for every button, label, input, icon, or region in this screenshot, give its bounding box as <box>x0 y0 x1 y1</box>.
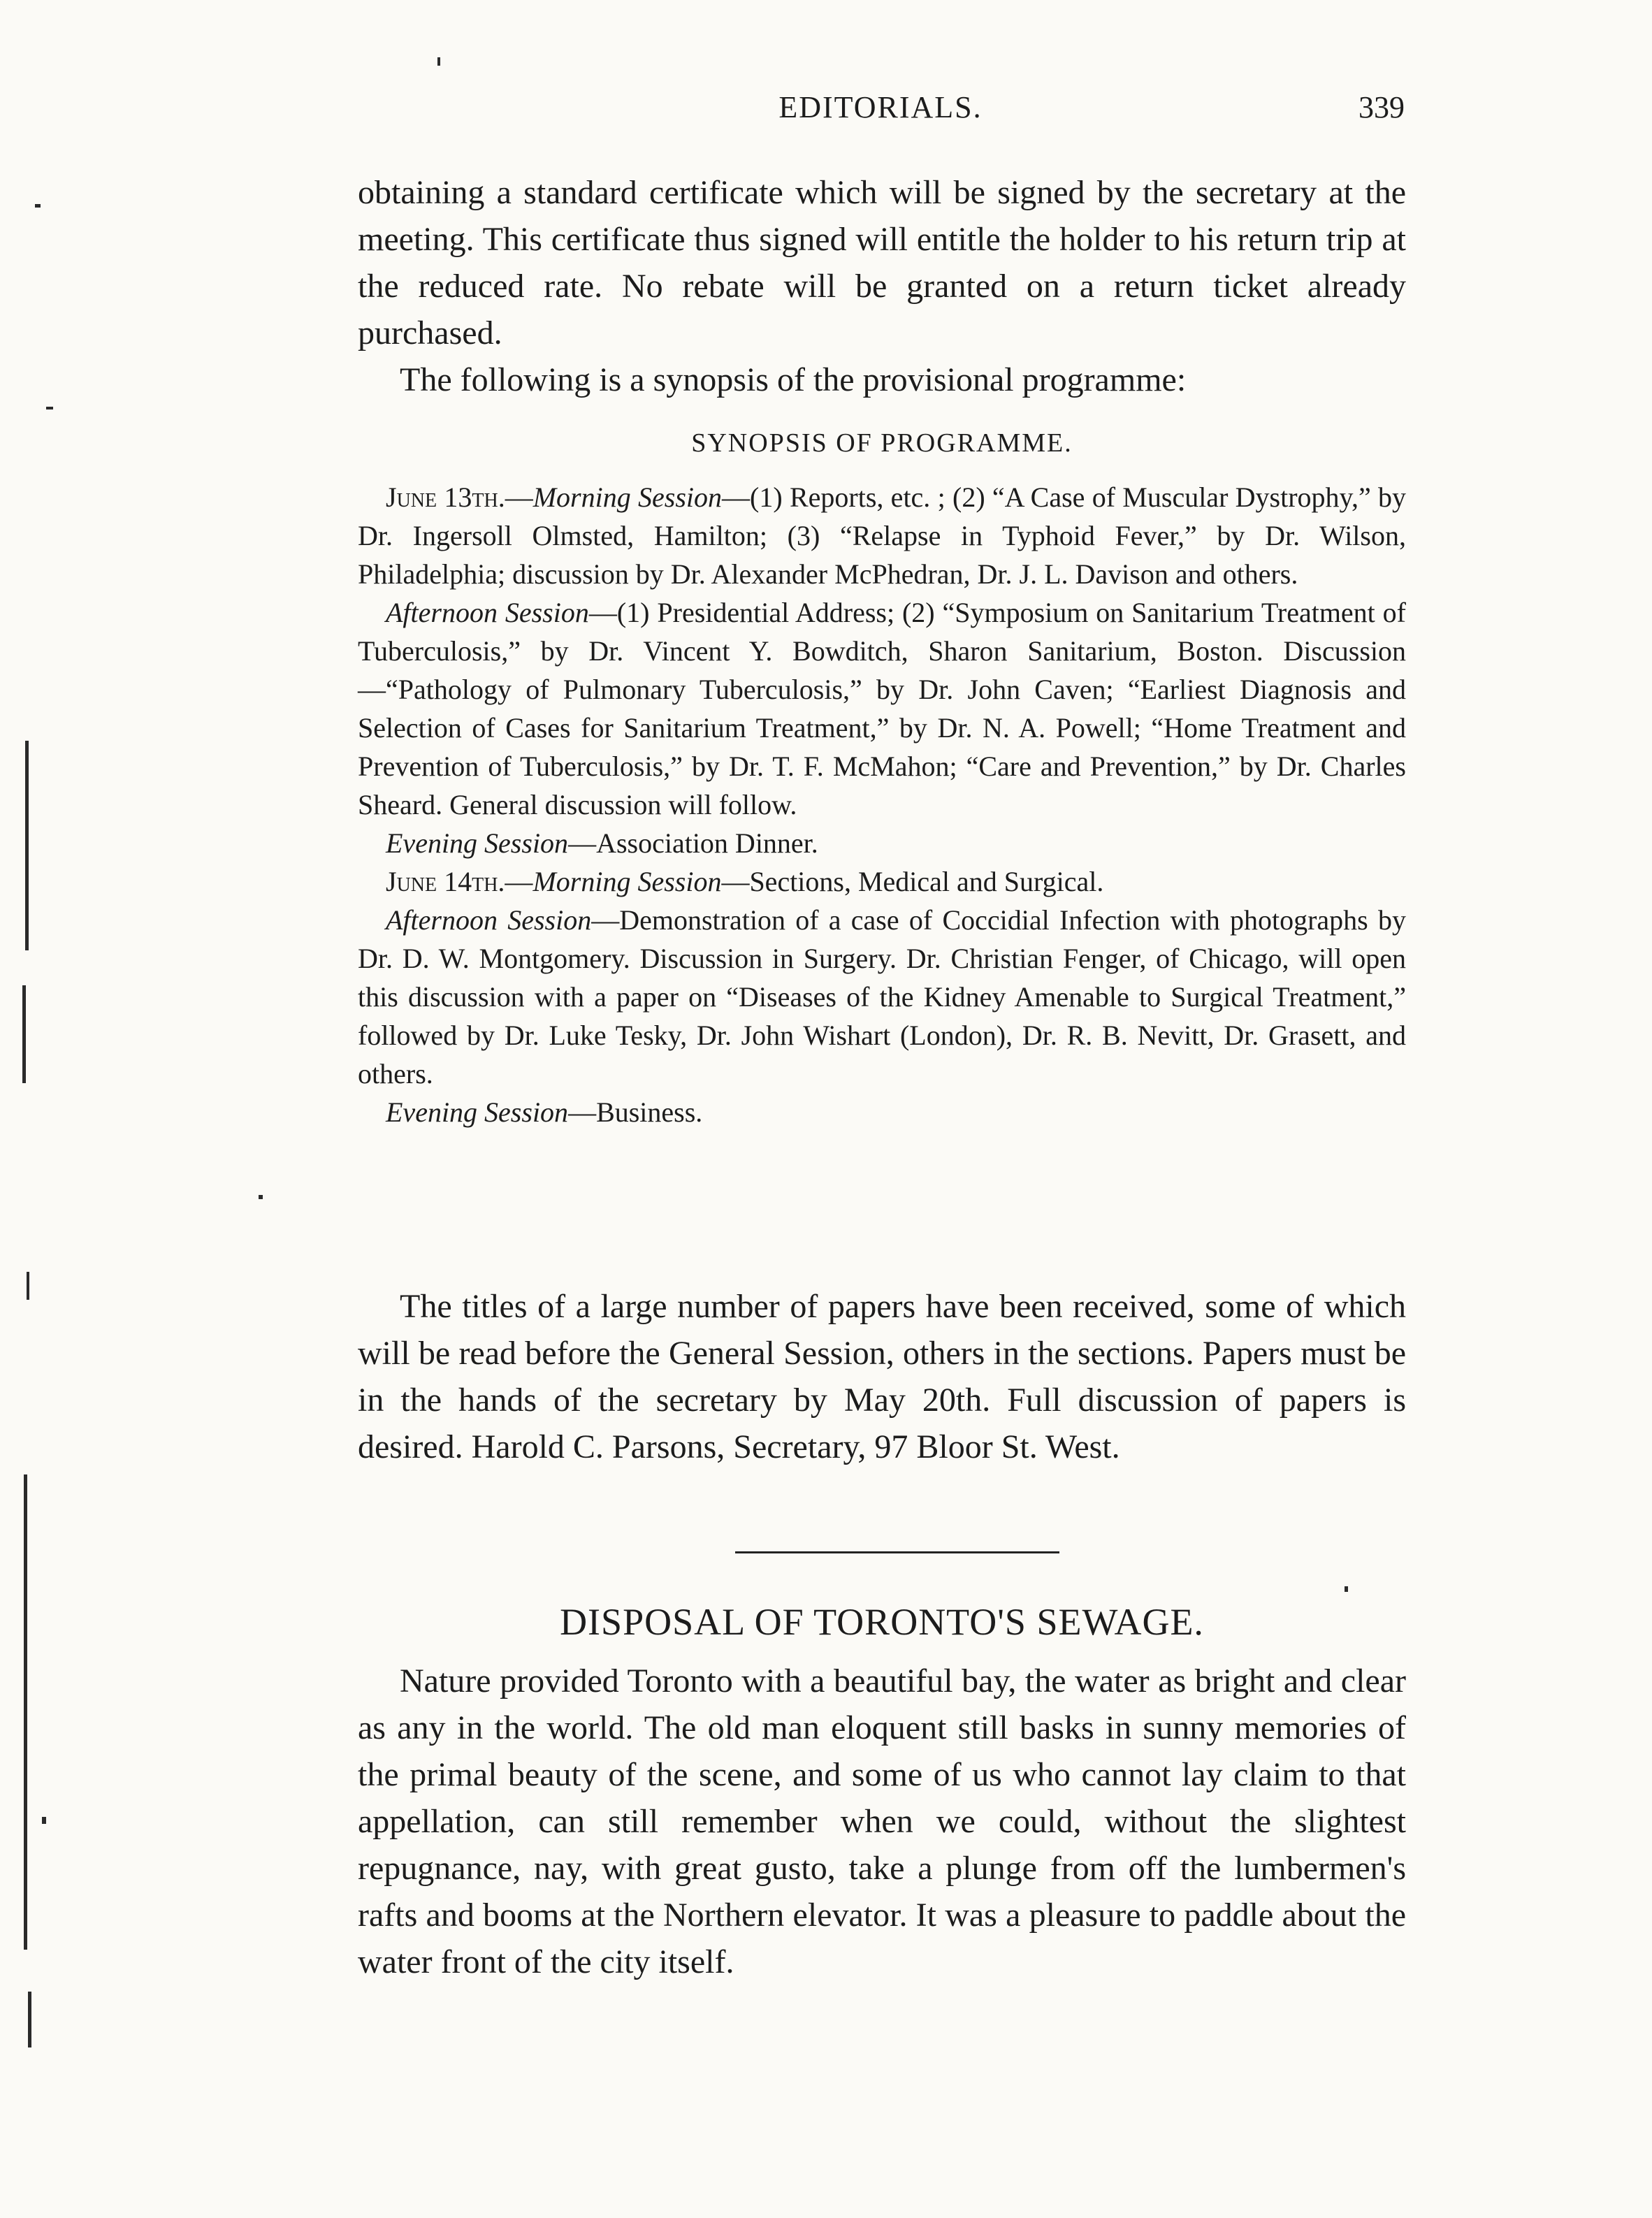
intro-text <box>358 169 1406 403</box>
margin-speck <box>1345 1586 1348 1592</box>
article-paragraph: Nature provided Toronto with a beautiful bay, the water as bright and clear as any in the world. The old man eloquent still basks in sunny memories of the primal beauty of the scene, and some of us who cannot lay claim to that appellation, can still remember when we could, without the slightest repugnance, nay, with great gusto, take a plunge from off the lumbermen's rafts and booms at the Northern elevator. It was a pleasure to paddle about the water front of the city itself. <box>358 1662 1406 1980</box>
margin-speck <box>42 1817 46 1824</box>
article-body <box>358 1658 1406 1985</box>
entry-session: Morning Session <box>532 866 722 897</box>
entry-session: Evening Session <box>386 1096 569 1128</box>
entry-text: —Association Dinner. <box>568 827 818 859</box>
intro-paragraph: obtaining a standard certificate which will be signed by the secretary at the meeting. This certificate thus signed will entitle the holder to his return trip at the reduced rate. No rebate will be granted on a return ticket already purchased. <box>358 174 1406 351</box>
entry-date: June 13th.— <box>386 481 533 513</box>
margin-speck <box>46 407 53 409</box>
page-header <box>356 89 1405 138</box>
margin-speck <box>25 741 29 950</box>
entry-text: —Sections, Medical and Surgical. <box>721 866 1104 897</box>
margin-speck <box>35 204 41 208</box>
margin-speck <box>27 1272 29 1300</box>
closing-text <box>358 1283 1406 1470</box>
running-head: EDITORIALS. <box>778 90 983 124</box>
margin-speck <box>24 1474 27 1950</box>
entry-text: —(1) Presidential Address; (2) “Symposium on Sanitarium Treatment of Tuberculosis,” by Dr. Vincent Y. Bowditch, Sharon Sanitarium, Boston. Discussion—“Pathology of Pulmonary Tuberculosis,” by Dr. John Caven; “Earliest Diagnosis and Selection of Cases for Sanitarium Treatment,” by Dr. N. A. Powell; “Home Treatment and Prevention of Tuberculosis,” by Dr. T. F. McMahon; “Care and Prevention,” by Dr. Charles Sheard. General discussion will follow. <box>358 597 1406 820</box>
margin-speck <box>437 57 440 66</box>
entry-session: Afternoon Session <box>386 904 592 936</box>
programme-entry <box>358 824 1406 862</box>
entry-session: Morning Session <box>532 481 723 513</box>
programme-heading: SYNOPSIS OF PROGRAMME. <box>691 428 1073 458</box>
entry-text: —Demonstration of a case of Coccidial Infection with photographs by Dr. D. W. Montgomery. Discussion in Surgery. Dr. Christian Fenger, of Chicago, will open this discussion with a paper on “Diseases of the Kidney Amenable to Surgical Treatment,” followed by Dr. Luke Tesky, Dr. John Wishart (London), Dr. R. B. Nevitt, Dr. Grasett, and others. <box>358 904 1406 1089</box>
entry-text: —(1) Reports, etc. ; (2) “A Case of Muscular Dystrophy,” by Dr. Ingersoll Olmsted, Hamilton; (3) “Relapse in Typhoid Fever,” by Dr. Wilson, Philadelphia; discussion by Dr. Alexander McPhedran, Dr. J. L. Davison and others. <box>358 481 1407 590</box>
page-number: 339 <box>1358 90 1405 124</box>
intro-paragraph: The following is a synopsis of the provisional programme: <box>400 361 1187 398</box>
closing-paragraph: The titles of a large number of papers have been received, some of which will be read before the General Session, others in the sections. Papers must be in the hands of the secretary by May 20th. Full discussion of papers is desired. Harold C. Parsons, Secretary, 97 Bloor St. West. <box>358 1288 1406 1465</box>
programme-entry <box>358 593 1406 824</box>
programme-list <box>358 478 1406 1131</box>
margin-speck <box>28 1992 31 2047</box>
article-title: DISPOSAL OF TORONTO'S SEWAGE. <box>560 1601 1204 1643</box>
programme-entry <box>358 478 1406 593</box>
margin-speck <box>259 1195 263 1199</box>
entry-date: June 14th.— <box>386 866 533 897</box>
margin-speck <box>22 985 26 1083</box>
programme-entry <box>358 1093 1406 1131</box>
programme-entry <box>358 862 1406 901</box>
entry-session: Afternoon Session <box>386 597 589 628</box>
entry-text: —Business. <box>568 1096 703 1128</box>
section-divider <box>735 1551 1059 1553</box>
entry-session: Evening Session <box>386 827 569 859</box>
programme-entry <box>358 901 1406 1093</box>
